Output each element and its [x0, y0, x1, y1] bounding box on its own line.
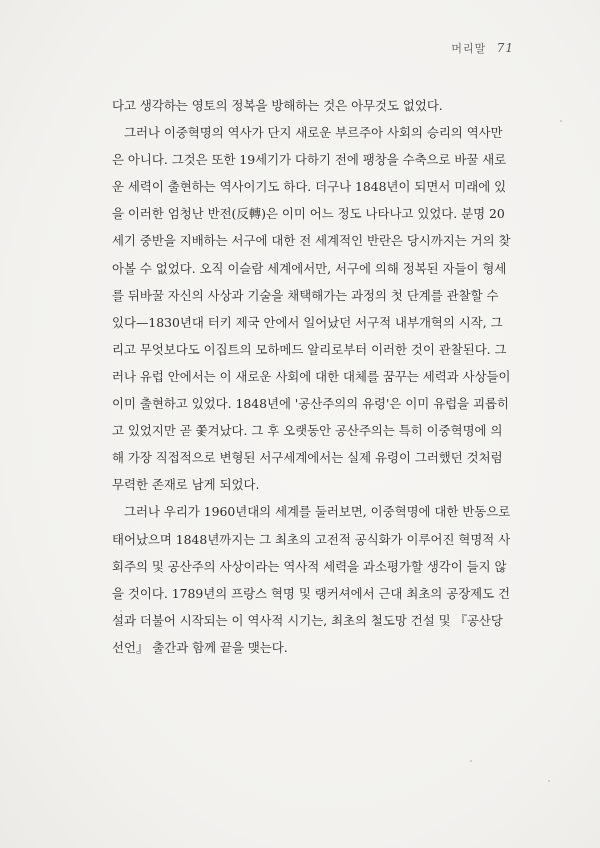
running-head [451, 40, 514, 56]
text-line: 을 이러한 엄청난 반전(反轉)은 이미 어느 정도 나타나고 있었다. 분명 20 [112, 206, 505, 222]
text-line: 그러나 우리가 1960년대의 세계를 둘러보면, 이중혁명에 대한 반동으로 [124, 504, 511, 520]
text-line: 은 아니다. 그것은 또한 19세기가 다하기 전에 팽창을 수축으로 바꿀 새로 [112, 152, 507, 168]
text-line: 을 것이다. 1789년의 프랑스 혁명 및 랭커셔에서 근대 최초의 공장제도 건 [112, 585, 511, 601]
text-line: 세기 중반을 지배하는 서구에 대한 전 세계적인 반란은 당시까지는 거의 찾 [112, 233, 511, 249]
text-line: 해 가장 직접적으로 변형된 서구세계에서는 실제 유령이 그러했던 것처럼 [112, 450, 503, 466]
text-line: 설과 더불어 시작되는 이 역사적 시기는, 최초의 철도망 건설 및 『공산당 [112, 612, 503, 628]
paper-speck [120, 610, 122, 612]
text-line: 그러나 이중혁명의 역사가 단지 새로운 부르주아 사회의 승리의 역사만 [124, 125, 503, 141]
text-line: 를 뒤바꿀 자신의 사상과 기술을 채택해가는 과정의 첫 단계를 관찰할 수 [112, 287, 499, 303]
section-title: 머리말 [451, 42, 487, 55]
text-line: 이미 출현하고 있었다. 1848년에 '공산주의의 유령'은 이미 유럽을 괴롭히 [112, 396, 509, 412]
text-line: 아볼 수 없었다. 오직 이슬람 세계에서만, 서구에 의해 정복된 자들이 형세 [112, 260, 507, 276]
paper-speck [548, 780, 550, 782]
text-line: 회주의 및 공산주의 사상이라는 역사적 세력을 과소평가할 생각이 들지 않 [112, 558, 507, 574]
text-line: 운 세력이 출현하는 역사이기도 하다. 더구나 1848년이 되면서 미래에 있 [112, 179, 507, 195]
text-line: 다고 생각하는 영토의 정복을 방해하는 것은 아무것도 없었다. [112, 98, 443, 113]
text-line: 리고 무엇보다도 이집트의 모하메드 알리로부터 이러한 것이 관찰된다. 그 [112, 341, 507, 357]
body-text [112, 92, 514, 661]
paper-speck [560, 120, 562, 122]
text-line: 러나 유럽 안에서는 이 새로운 사회에 대한 대체를 꿈꾸는 세력과 사상들이 [112, 368, 511, 384]
text-line: 있다—1830년대 터키 제국 안에서 일어났던 서구적 내부개혁의 시작, 그 [112, 314, 503, 330]
text-line: 선언』 출간과 함께 끝을 맺는다. [112, 639, 288, 655]
text-line: 태어났으며 1848년까지는 그 최초의 고전적 공식화가 이루어진 혁명적 사 [112, 531, 511, 547]
paper-speck [470, 760, 472, 762]
text-line: 무력한 존재로 남게 되었다. [112, 477, 260, 493]
text-line: 고 있었지만 곧 쫓겨났다. 그 후 오랫동안 공산주의는 특히 이중혁명에 의 [112, 423, 503, 439]
page-number: 71 [496, 41, 514, 55]
